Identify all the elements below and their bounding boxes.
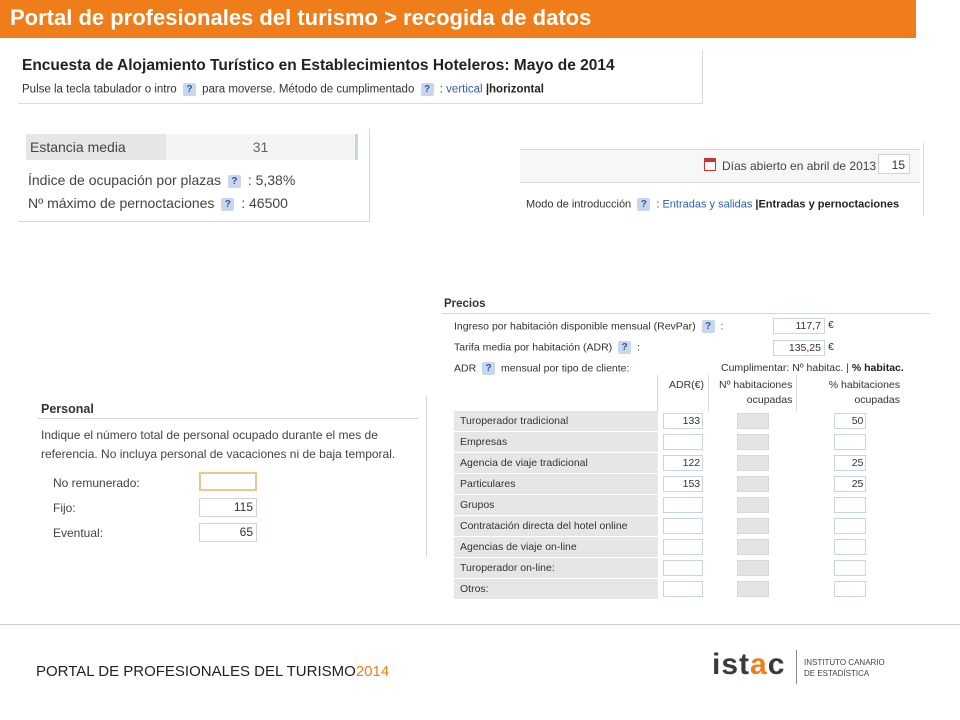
- adr-cell: [658, 495, 709, 516]
- max-value: : 46500: [241, 195, 288, 211]
- pct-input[interactable]: 25: [834, 476, 866, 492]
- cumplimentar-active: % habitac.: [851, 362, 904, 374]
- dias-label: Días abierto en abril de 2013: [722, 159, 877, 173]
- adr-input[interactable]: [663, 497, 703, 513]
- footer-year: 2014: [355, 663, 390, 680]
- row-name: Grupos: [454, 495, 658, 516]
- revpar-currency: €: [828, 319, 834, 331]
- help-icon[interactable]: ?: [482, 362, 495, 375]
- help-icon[interactable]: ?: [183, 83, 196, 96]
- pct-input[interactable]: [834, 434, 866, 450]
- pct-cell: [797, 516, 904, 537]
- pct-cell: [797, 537, 904, 558]
- adr-input[interactable]: 135,25: [773, 340, 825, 356]
- table-row: [454, 474, 904, 495]
- revpar-sep: :: [720, 320, 724, 333]
- pct-input[interactable]: [834, 581, 866, 597]
- calendar-icon: [704, 158, 716, 171]
- survey-title: Encuesta de Alojamiento Turístico en Establecimientos Hoteleros: Mayo de 2014: [22, 57, 615, 74]
- modo-pipe: |: [755, 198, 759, 211]
- modo-entradas-pernoctaciones-active: Entradas y pernoctaciones: [758, 198, 900, 211]
- adr-tipo-row: [454, 362, 629, 375]
- estancia-value: 31: [166, 134, 358, 160]
- logo-line2: DE ESTADÍSTICA: [804, 669, 870, 678]
- pct-cell: [797, 453, 904, 474]
- adr-input[interactable]: [663, 581, 703, 597]
- pct-input[interactable]: [834, 497, 866, 513]
- nhab-cell: [709, 411, 797, 432]
- estancia-label: Estancia media: [30, 139, 126, 155]
- personal-panel: [34, 396, 427, 557]
- nhab-cell: [709, 516, 797, 537]
- nhab-cell: [709, 579, 797, 600]
- nhab-cell: [709, 558, 797, 579]
- modo-entradas-salidas-link[interactable]: Entradas y salidas: [662, 198, 753, 211]
- pct-cell: [797, 495, 904, 516]
- precios-title: Precios: [444, 298, 486, 310]
- pct-cell: [797, 579, 904, 600]
- revpar-label: Ingreso por habitación disponible mensual (RevPar): [454, 320, 696, 333]
- max-pernoctaciones-row: [28, 195, 288, 211]
- col-pct-habitaciones: % habitaciones ocupadas: [797, 375, 904, 411]
- nhab-input-disabled: [737, 539, 769, 555]
- no-remunerado-input[interactable]: [199, 472, 257, 491]
- nhab-cell: [709, 474, 797, 495]
- row-name: Agencia de viaje tradicional: [454, 453, 658, 474]
- pct-cell: [797, 558, 904, 579]
- no-remunerado-label: No remunerado:: [53, 476, 140, 490]
- adr-tipo-label: ADR: [454, 362, 477, 375]
- dias-input[interactable]: 15: [878, 154, 910, 174]
- fijo-input[interactable]: 115: [199, 498, 257, 517]
- row-name: Agencias de viaje on-line: [454, 537, 658, 558]
- help-icon[interactable]: ?: [228, 175, 241, 188]
- table-header-blank: [454, 375, 658, 411]
- help-icon[interactable]: ?: [618, 341, 631, 354]
- pct-input[interactable]: [834, 560, 866, 576]
- help-icon[interactable]: ?: [702, 320, 715, 333]
- modo-label: Modo de introducción: [526, 198, 632, 211]
- adr-row: [454, 341, 640, 354]
- row-name: Empresas: [454, 432, 658, 453]
- adr-input[interactable]: 122: [663, 455, 703, 471]
- adr-cell: [658, 432, 709, 453]
- eventual-input[interactable]: 65: [199, 523, 257, 542]
- adr-cell: [658, 579, 709, 600]
- fijo-label: Fijo:: [53, 501, 76, 515]
- col-adr: ADR(€): [658, 375, 709, 411]
- estancia-row: [26, 134, 358, 160]
- footer-divider: [0, 624, 960, 625]
- ocupacion-value: : 5,38%: [247, 172, 296, 188]
- adr-input[interactable]: [663, 560, 703, 576]
- nhab-input-disabled: [737, 434, 769, 450]
- instruction-text-2: para moverse. Método de cumplimentado: [202, 83, 415, 96]
- pct-cell: [797, 432, 904, 453]
- table-row: [454, 432, 904, 453]
- nhab-input-disabled: [737, 497, 769, 513]
- table-row: [454, 453, 904, 474]
- nhab-cell: [709, 432, 797, 453]
- precios-divider: [442, 313, 930, 314]
- pct-cell: [797, 411, 904, 432]
- cumplimentar-toggle: [721, 362, 904, 374]
- nhab-input-disabled: [737, 413, 769, 429]
- survey-header: [18, 50, 703, 104]
- adr-currency: €: [828, 341, 834, 353]
- table-row: [454, 495, 904, 516]
- nhab-cell: [709, 495, 797, 516]
- estancia-panel: [18, 128, 370, 222]
- modo-introduccion: [526, 198, 899, 211]
- nhab-input-disabled: [737, 560, 769, 576]
- title-bar: [0, 0, 916, 38]
- mode-vertical-link[interactable]: vertical: [446, 83, 483, 96]
- help-icon[interactable]: ?: [637, 198, 650, 211]
- page-title: Portal de profesionales del turismo > recogida de datos: [10, 5, 592, 30]
- ocupacion-row: [28, 172, 295, 188]
- max-label: Nº máximo de pernoctaciones: [28, 195, 215, 211]
- help-icon[interactable]: ?: [221, 198, 234, 211]
- row-name: Contratación directa del hotel online: [454, 516, 658, 537]
- instruction-text: Pulse la tecla tabulador o intro: [22, 83, 177, 96]
- adr-cell: [658, 411, 709, 432]
- col-nhabitaciones: Nº habitaciones ocupadas: [709, 375, 797, 411]
- pct-input[interactable]: [834, 518, 866, 534]
- nhab-cell: [709, 537, 797, 558]
- personal-divider: [38, 418, 418, 419]
- revpar-input[interactable]: 117,7: [773, 318, 825, 334]
- row-name: Particulares: [454, 474, 658, 495]
- nhab-input-disabled: [737, 476, 769, 492]
- adr-tipo-label-2: mensual por tipo de cliente:: [501, 362, 630, 375]
- table-row: [454, 579, 904, 600]
- logo-wordmark: istac: [712, 648, 786, 681]
- revpar-row: [454, 320, 723, 333]
- personal-title: Personal: [41, 402, 94, 416]
- adr-input[interactable]: [663, 518, 703, 534]
- mode-pipe: |: [485, 83, 490, 96]
- adr-input[interactable]: [663, 539, 703, 555]
- pct-input[interactable]: [834, 539, 866, 555]
- cumplimentar-nhabitac-link[interactable]: Cumplimentar: Nº habitac. |: [721, 362, 849, 374]
- table-header-row: [454, 375, 904, 411]
- logo-line1: INSTITUTO CANARIO: [804, 658, 885, 667]
- row-name: Turoperador tradicional: [454, 411, 658, 432]
- pct-cell: [797, 474, 904, 495]
- adr-cell: [658, 537, 709, 558]
- ocupacion-label: Índice de ocupación por plazas: [28, 172, 222, 188]
- nhab-cell: [709, 453, 797, 474]
- adr-input[interactable]: 153: [663, 476, 703, 492]
- pct-input[interactable]: 25: [834, 455, 866, 471]
- personal-description: Indique el número total de personal ocupado durante el mes de referencia. No incluya personal de vacaciones ni de baja temporal.: [41, 428, 396, 461]
- adr-table: [454, 375, 904, 600]
- nhab-input-disabled: [737, 455, 769, 471]
- adr-cell: [658, 453, 709, 474]
- adr-input[interactable]: 133: [663, 413, 703, 429]
- logo-divider: [796, 650, 797, 684]
- adr-cell: [658, 474, 709, 495]
- table-row: [454, 558, 904, 579]
- table-row: [454, 537, 904, 558]
- row-name: Turoperador on-line:: [454, 558, 658, 579]
- dias-panel: [518, 143, 924, 216]
- pct-input[interactable]: 50: [834, 413, 866, 429]
- footer-text: [36, 663, 389, 680]
- modo-sep: :: [656, 198, 660, 211]
- adr-cell: [658, 516, 709, 537]
- precios-panel: [440, 296, 932, 598]
- footer-title: PORTAL DE PROFESIONALES DEL TURISMO: [36, 663, 356, 680]
- survey-instructions: [22, 83, 544, 96]
- adr-cell: [658, 558, 709, 579]
- adr-sep: :: [637, 341, 640, 354]
- table-row: [454, 516, 904, 537]
- mode-horizontal-active: horizontal: [489, 83, 544, 96]
- nhab-input-disabled: [737, 581, 769, 597]
- adr-input[interactable]: [663, 434, 703, 450]
- table-row: [454, 411, 904, 432]
- instruction-sep: :: [439, 83, 443, 96]
- eventual-label: Eventual:: [53, 526, 104, 540]
- help-icon[interactable]: ?: [421, 83, 434, 96]
- nhab-input-disabled: [737, 518, 769, 534]
- row-name: Otros:: [454, 579, 658, 600]
- dias-row: [520, 149, 920, 183]
- adr-label: Tarifa media por habitación (ADR): [454, 341, 613, 354]
